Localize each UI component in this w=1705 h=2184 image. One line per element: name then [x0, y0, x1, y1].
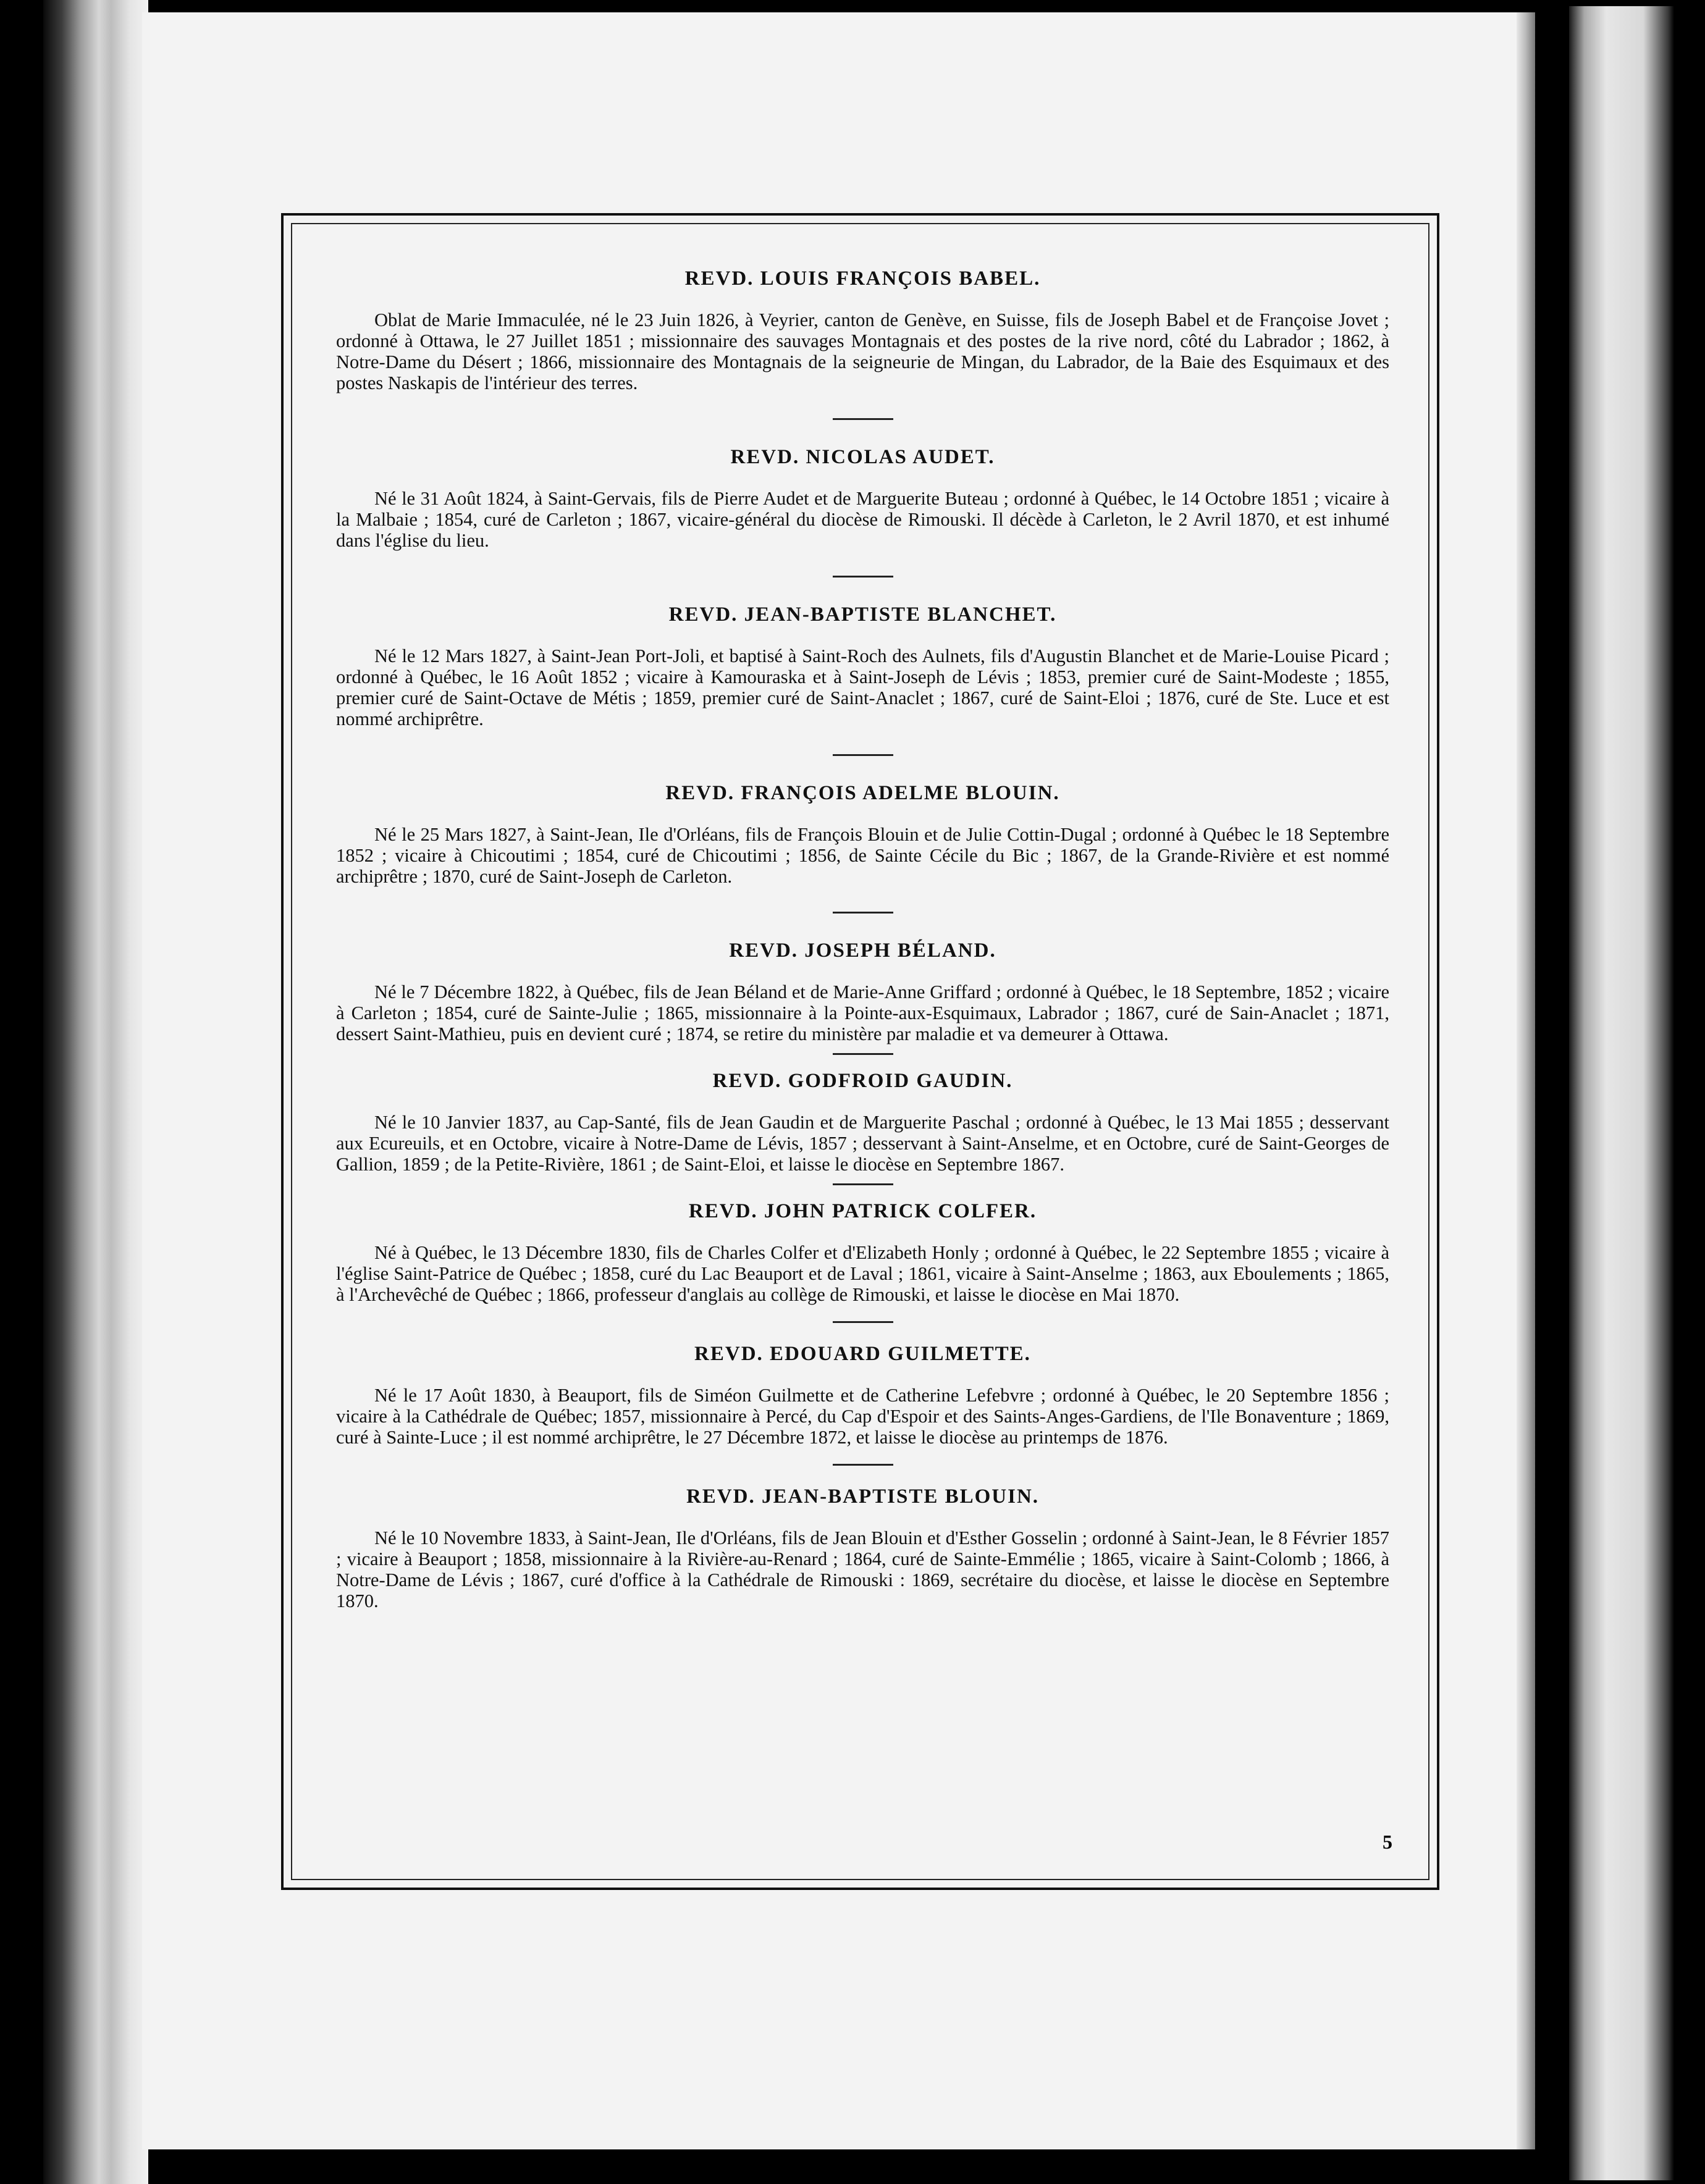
separator-rule [833, 1321, 893, 1323]
separator-rule [833, 912, 893, 914]
entry-text: Né à Québec, le 13 Décembre 1830, fils de Charles Colfer et d'Elizabeth Honly ; ordonné à Québec, le 22 Septembre 1855 ; vicaire à l'église Saint-Patrice de Québec ; 1858, curé du Lac Beauport et de Laval ; 1861, vicaire à Saint-Anselme ; 1863, aux Eboulements ; 1865, à l'Archevêché de Québec ; 1866, professeur d'anglais au collège de Rimouski, et laisse le diocèse en Mai 1870. [336, 1242, 1389, 1305]
entry-text: Né le 31 Août 1824, à Saint-Gervais, fils de Pierre Audet et de Marguerite Buteau ; ordonné à Québec, le 14 Octobre 1851 ; vicaire à la Malbaie ; 1854, curé de Carleton ; 1867, vicaire-général du diocèse de Rimouski. Il décède à Carleton, le 2 Avril 1870, et est inhumé dans l'église du lieu. [336, 488, 1389, 551]
separator-rule [833, 1183, 893, 1185]
page-content [336, 266, 1389, 1884]
entry-audet [336, 445, 1389, 551]
entry-text: Né le 17 Août 1830, à Beauport, fils de Siméon Guilmette et de Catherine Lefebvre ; ordonné à Québec, le 20 Septembre 1856 ; vicaire à la Cathédrale de Québec; 1857, missionnaire à Percé, du Cap d'Espoir et des Saints-Anges-Gardiens, de l'Ile Bonaventure ; 1869, curé à Sainte-Luce ; il est nommé archiprêtre, le 27 Décembre 1872, et laisse le diocèse au printemps de 1876. [336, 1385, 1389, 1448]
page-right-edge [1517, 12, 1535, 2149]
entry-francois-blouin [336, 781, 1389, 887]
entry-text: Oblat de Marie Immaculée, né le 23 Juin 1826, à Veyrier, canton de Genève, en Suisse, fils de Joseph Babel et de Françoise Jovet ; ordonné à Ottawa, le 27 Juillet 1851 ; missionnaire des sauvages Montagnais et des postes de la rive nord, côté du Labrador ; 1862, à Notre-Dame du Désert ; 1866, missionnaire des Montagnais de la seigneurie de Mingan, du Labrador, de la Baie des Esquimaux et des postes Naskapis de l'intérieur des terres. [336, 309, 1389, 393]
entry-text: Né le 10 Novembre 1833, à Saint-Jean, Ile d'Orléans, fils de Jean Blouin et d'Esther Gosselin ; ordonné à Saint-Jean, le 8 Février 1857 ; vicaire à Beauport ; 1858, missionnaire à la Rivière-au-Renard ; 1864, curé de Sainte-Emmélie ; 1865, vicaire à Saint-Colomb ; 1866, à Notre-Dame de Lévis ; 1867, curé d'office à la Cathédrale de Rimouski : 1869, secrétaire du diocèse, et laisse le diocèse en Septembre 1870. [336, 1527, 1389, 1611]
entry-title: REVD. JOHN PATRICK COLFER. [688, 1200, 1037, 1222]
entry-title: REVD. GODFROID GAUDIN. [712, 1070, 1013, 1092]
separator-rule [833, 1464, 893, 1466]
facing-page-edge [1569, 6, 1674, 2180]
entry-text: Né le 25 Mars 1827, à Saint-Jean, Ile d'Orléans, fils de François Blouin et de Julie Cottin-Dugal ; ordonné à Québec le 18 Septembre 1852 ; vicaire à Chicoutimi ; 1854, curé de Chicoutimi ; 1856, de Sainte Cécile du Bic ; 1867, de la Grande-Rivière et est nommé archiprêtre ; 1870, curé de Saint-Joseph de Carleton. [336, 824, 1389, 887]
entry-title: REVD. JOSEPH BÉLAND. [729, 939, 996, 962]
book-left-edge [43, 0, 148, 2184]
entry-beland [336, 938, 1389, 1044]
separator-rule [833, 1053, 893, 1055]
entry-title: REVD. JEAN-BAPTISTE BLANCHET. [668, 603, 1057, 626]
entry-blanchet [336, 602, 1389, 729]
entry-text: Né le 12 Mars 1827, à Saint-Jean Port-Joli, et baptisé à Saint-Roch des Aulnets, fils d'Augustin Blanchet et de Marie-Louise Picard ; ordonné à Québec, le 16 Août 1852 ; vicaire à Kamouraska et à Saint-Joseph de Lévis ; 1853, premier curé de Saint-Modeste ; 1855, premier curé de Saint-Octave de Métis ; 1859, premier curé de Saint-Anaclet ; 1867, curé de Saint-Eloi ; 1876, curé de Ste. Luce et est nommé archiprêtre. [336, 645, 1389, 729]
entry-title: REVD. LOUIS FRANÇOIS BABEL. [684, 267, 1041, 290]
separator-rule [833, 418, 893, 420]
entry-title: REVD. FRANÇOIS ADELME BLOUIN. [665, 782, 1060, 804]
page-number: 5 [1383, 1831, 1392, 1853]
entry-colfer [336, 1199, 1389, 1305]
entry-gaudin [336, 1069, 1389, 1175]
entry-text: Né le 10 Janvier 1837, au Cap-Santé, fils de Jean Gaudin et de Marguerite Paschal ; ordonné à Québec, le 13 Mai 1855 ; desservant aux Ecureuils, et en Octobre, vicaire à Notre-Dame de Lévis, 1857 ; desservant à Saint-Anselme, et en Octobre, curé de Saint-Georges de Gallion, 1859 ; de la Petite-Rivière, 1861 ; de Saint-Eloi, et laisse le diocèse en Septembre 1867. [336, 1112, 1389, 1175]
entry-jean-baptiste-blouin [336, 1484, 1389, 1611]
page-frame [281, 213, 1439, 1890]
separator-rule [833, 576, 893, 578]
entry-title: REVD. NICOLAS AUDET. [730, 446, 995, 468]
entry-title: REVD. JEAN-BAPTISTE BLOUIN. [686, 1485, 1040, 1508]
entry-guilmette [336, 1342, 1389, 1448]
entry-title: REVD. EDOUARD GUILMETTE. [694, 1343, 1031, 1365]
separator-rule [833, 754, 893, 756]
entry-text: Né le 7 Décembre 1822, à Québec, fils de Jean Béland et de Marie-Anne Griffard ; ordonné à Québec, le 18 Septembre, 1852 ; vicaire à Carleton ; 1854, curé de Sainte-Julie ; 1865, missionnaire à la Pointe-aux-Esquimaux, Labrador ; 1867, curé de Sain-Anaclet ; 1871, dessert Saint-Mathieu, puis en devient curé ; 1874, se retire du ministère par maladie et va demeurer à Ottawa. [336, 981, 1389, 1044]
entry-babel [336, 266, 1389, 393]
